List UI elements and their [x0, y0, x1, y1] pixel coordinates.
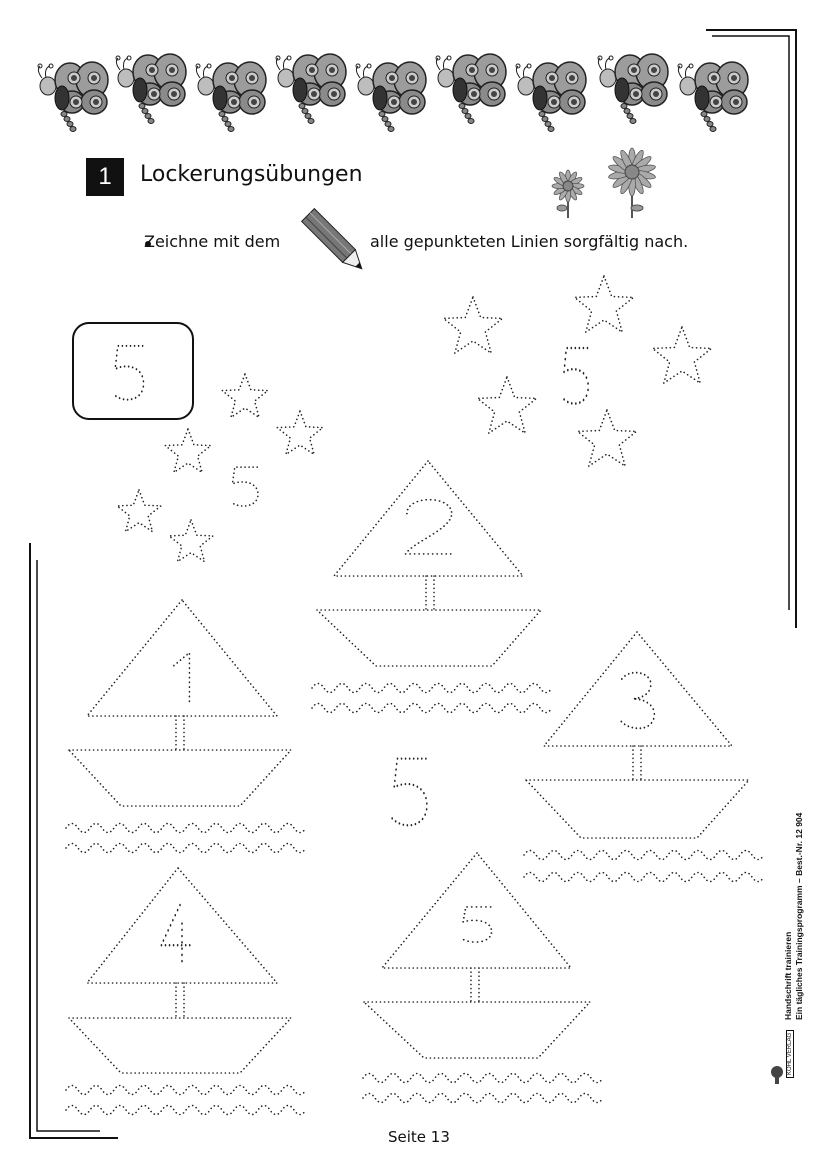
- boat-digit-1: [174, 653, 190, 702]
- side-info-line2: Ein tägliches Trainingsprogramm – Best.-Nr. 12 904: [794, 812, 804, 1020]
- publisher-logo-icon: [771, 1066, 783, 1084]
- model-box: [73, 323, 193, 419]
- page-number: Seite 13: [388, 1128, 450, 1146]
- model-digit-5: [113, 346, 143, 400]
- flower-icon: [552, 170, 584, 218]
- star-icon: [478, 377, 537, 433]
- boat-hull: [317, 610, 541, 666]
- boat-digit-4: [161, 905, 192, 967]
- publisher-name: KOHL VERLAG: [786, 1030, 794, 1078]
- star-icon: [575, 276, 634, 332]
- pencil-icon: [302, 209, 368, 275]
- star-icon: [222, 374, 268, 417]
- wave-line: [312, 684, 552, 693]
- boat-2: [317, 461, 541, 666]
- star-icon: [165, 429, 211, 472]
- wave-line: [363, 1074, 603, 1083]
- boat-hull: [364, 1002, 590, 1058]
- star-icon: [277, 411, 323, 454]
- side-info: [783, 760, 817, 1020]
- boat-4: [69, 868, 291, 1073]
- boat-3: [526, 632, 749, 838]
- star-icon: [444, 297, 503, 353]
- wave-line: [66, 824, 306, 833]
- stars: [117, 276, 711, 562]
- boat-sail: [87, 600, 277, 716]
- wave-line: [312, 704, 552, 713]
- butterfly-icon: [356, 62, 426, 132]
- boat-1: [69, 600, 291, 806]
- page-frame: [30, 30, 796, 1138]
- wave-line: [66, 1106, 306, 1115]
- star-icon: [169, 520, 213, 562]
- boat-sail: [382, 853, 571, 968]
- butterfly-icon: [598, 54, 668, 124]
- butterfly-icon: [678, 62, 748, 132]
- instruction-before: Zeichne mit dem: [144, 232, 281, 251]
- boat-sail: [544, 632, 732, 746]
- section-number: 1: [86, 158, 124, 196]
- boat-hull: [526, 780, 749, 838]
- scattered-digit-5: [231, 467, 258, 506]
- boat-sail: [87, 868, 277, 983]
- scattered-digit-5: [392, 759, 427, 826]
- star-icon: [117, 490, 161, 532]
- wave-line: [66, 1086, 306, 1095]
- instruction-after: alle gepunkteten Linien sorgfältig nach.: [370, 232, 689, 251]
- boat-digit-2: [406, 500, 456, 554]
- boats: [69, 461, 749, 1073]
- butterfly-icon: [516, 62, 586, 132]
- boat-hull: [69, 1018, 291, 1073]
- butterfly-icon: [276, 54, 346, 124]
- section-title: Lockerungsübungen: [140, 162, 363, 187]
- star-icon: [653, 327, 712, 383]
- side-info-line1: Handschrift trainieren: [783, 931, 793, 1020]
- wave-line: [66, 844, 306, 853]
- model-digit-5: [113, 346, 143, 400]
- wave-line: [524, 851, 764, 860]
- waves: [66, 684, 764, 1115]
- star-icon: [578, 410, 637, 466]
- butterfly-icon: [38, 62, 108, 132]
- scattered-digit-5: [563, 348, 589, 404]
- butterfly-icon: [436, 54, 506, 124]
- butterfly-icon: [116, 54, 186, 124]
- boat-5: [364, 853, 590, 1058]
- wave-line: [363, 1094, 603, 1103]
- boat-digit-3: [621, 673, 654, 729]
- boat-hull: [69, 750, 291, 806]
- wave-line: [524, 873, 764, 882]
- boat-digit-5: [461, 907, 491, 942]
- butterfly-icon: [196, 62, 266, 132]
- flower-icon: [608, 148, 656, 218]
- butterfly-border: [38, 54, 748, 132]
- scattered-digits: [231, 348, 588, 825]
- boat-sail: [334, 461, 523, 576]
